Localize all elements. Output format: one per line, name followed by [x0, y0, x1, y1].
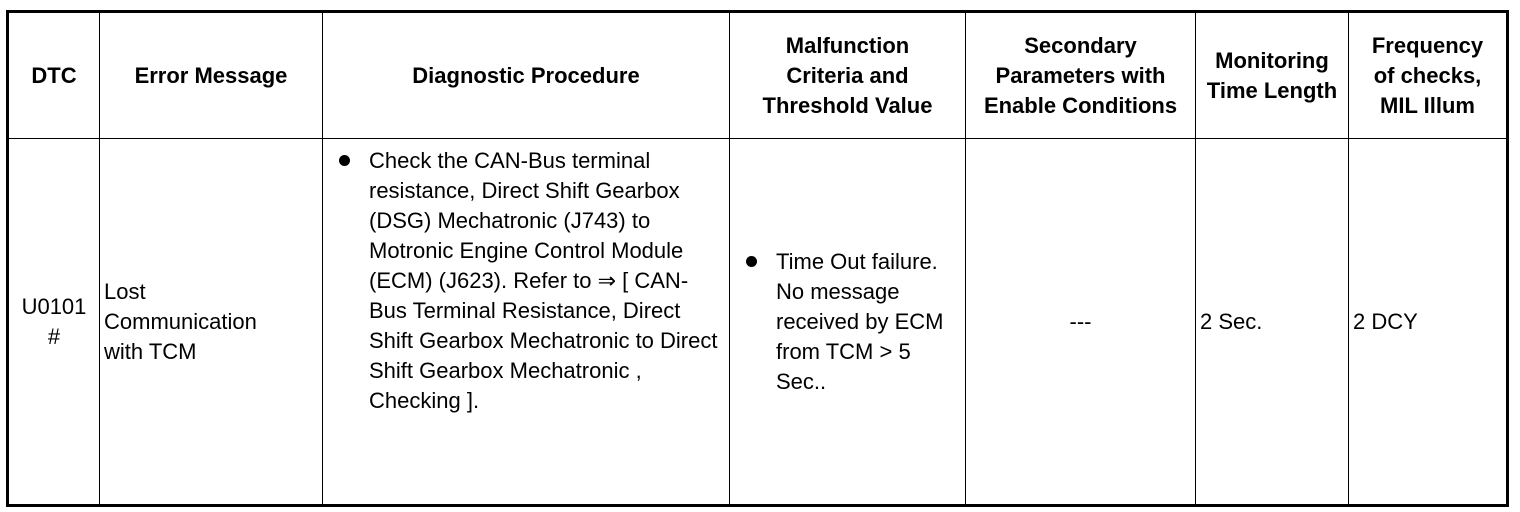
table-row	[8, 139, 1508, 506]
list-item	[734, 247, 959, 397]
cell-malfunction-criteria	[730, 139, 966, 506]
header-diagnostic-procedure: Diagnostic Procedure	[323, 12, 730, 139]
cell-error-message: Lost Communication with TCM	[100, 139, 323, 506]
cell-dtc: U0101 #	[8, 139, 100, 506]
list-item	[327, 146, 721, 416]
cell-secondary-parameters: ---	[966, 139, 1196, 506]
header-row	[8, 12, 1508, 139]
header-monitoring-time: Monitoring Time Length	[1196, 12, 1349, 139]
cell-monitoring-time: 2 Sec.	[1196, 139, 1349, 506]
header-malfunction-criteria: Malfunction Criteria and Threshold Value	[730, 12, 966, 139]
cell-diagnostic-procedure	[323, 139, 730, 506]
header-dtc: DTC	[8, 12, 100, 139]
procedure-list	[327, 146, 721, 416]
criteria-list	[734, 247, 959, 397]
header-error-message: Error Message	[100, 12, 323, 139]
criteria-text: Time Out failure. No message received by ECM from TCM > 5 Sec..	[776, 248, 944, 394]
bullet-icon	[339, 155, 350, 166]
header-frequency: Frequency of checks, MIL Illum	[1349, 12, 1508, 139]
dtc-table	[6, 10, 1509, 507]
cell-frequency: 2 DCY	[1349, 139, 1508, 506]
procedure-text: Check the CAN-Bus terminal resistance, Direct Shift Gearbox (DSG) Mechatronic (J743) to Motronic Engine Control Module (ECM) (J623). Refer to ⇒ [ CAN-Bus Terminal Resistance, Direct Shift Gearbox Mechatronic to Direct Shift Gearbox Mechatronic , Checking ].	[369, 148, 718, 413]
bullet-icon	[746, 256, 757, 267]
header-secondary-parameters: Secondary Parameters with Enable Conditions	[966, 12, 1196, 139]
